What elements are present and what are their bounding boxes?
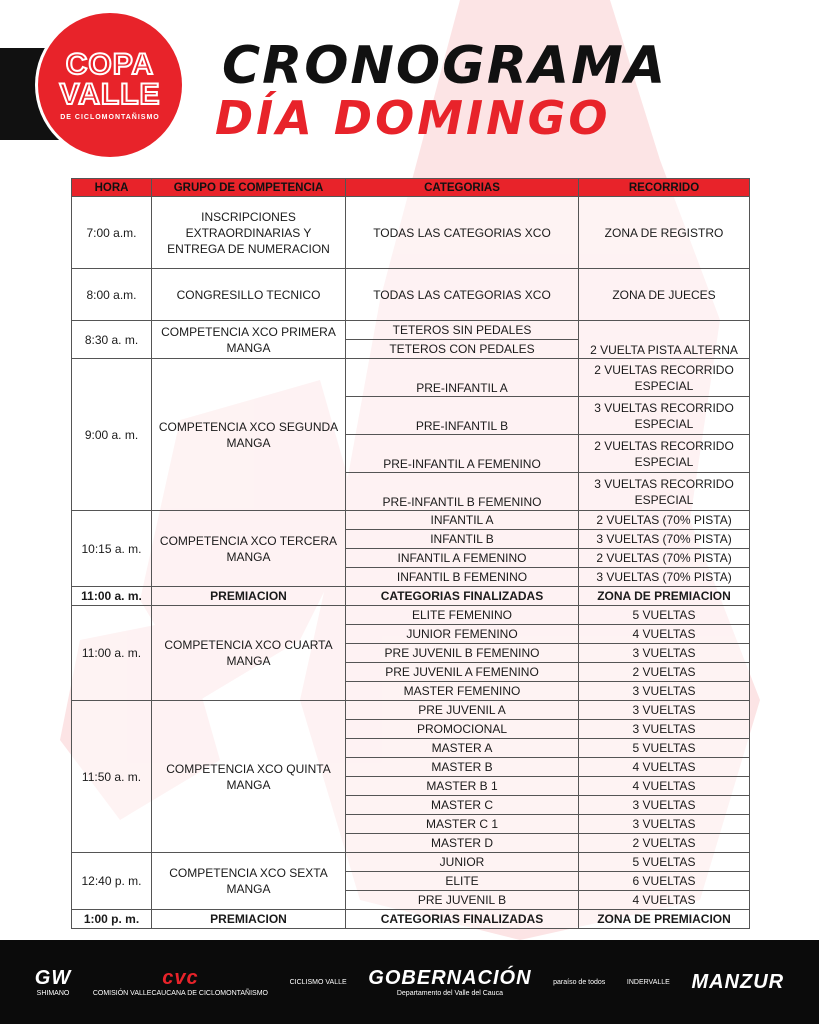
table-row [72,606,750,625]
cell-hora: 9:00 a. m. [72,359,152,511]
cell-grupo: COMPETENCIA XCO CUARTA MANGA [152,606,346,701]
sponsor-caption: CICLISMO VALLE [289,978,347,986]
cell-recorrido: 4 VUELTAS [579,758,750,777]
cell-categoria: TODAS LAS CATEGORIAS XCO [346,197,579,269]
cell-categoria: MASTER C 1 [346,815,579,834]
sponsor-caption: INDERVALLE [626,978,670,986]
cell-categoria: PRE-INFANTIL B FEMENINO [346,473,579,511]
cell-hora: 1:00 p. m. [72,910,152,929]
sponsor-logo [368,967,531,997]
cell-grupo: COMPETENCIA XCO PRIMERA MANGA [152,321,346,359]
cell-categoria: MASTER B 1 [346,777,579,796]
cell-hora: 8:30 a. m. [72,321,152,359]
cell-hora: 10:15 a. m. [72,511,152,587]
cell-categoria: TODAS LAS CATEGORIAS XCO [346,269,579,321]
cell-grupo: COMPETENCIA XCO SEGUNDA MANGA [152,359,346,511]
sponsor-name: MANZUR [691,970,785,993]
cell-recorrido: ZONA DE REGISTRO [579,197,750,269]
sponsor-logo [691,971,784,994]
table-row [72,269,750,321]
sponsor-logo [553,979,605,986]
cell-recorrido: ZONA DE PREMIACION [579,910,750,929]
logo-line2: VALLE [59,77,161,111]
cell-categoria: PRE-INFANTIL B [346,397,579,435]
cell-recorrido: 3 VUELTAS [579,720,750,739]
cell-recorrido: 2 VUELTAS RECORRIDO ESPECIAL [579,359,750,397]
cell-categoria: MASTER A [346,739,579,758]
cell-categoria: CATEGORIAS FINALIZADAS [346,587,579,606]
cell-recorrido: ZONA DE PREMIACION [579,587,750,606]
table-row [72,511,750,530]
cell-recorrido: 3 VUELTAS RECORRIDO ESPECIAL [579,473,750,511]
cell-categoria: PRE JUVENIL A FEMENINO [346,663,579,682]
cell-recorrido: 3 VUELTAS [579,796,750,815]
sponsor-caption: Departamento del Valle del Cauca [396,990,503,997]
sponsor-caption: paraíso de todos [553,978,606,986]
header-grupo: GRUPO DE COMPETENCIA [152,179,346,197]
cell-recorrido: 3 VUELTAS RECORRIDO ESPECIAL [579,397,750,435]
copa-valle-logo [38,13,182,157]
table-row [72,910,750,929]
cell-recorrido: 3 VUELTAS [579,815,750,834]
sponsor-logo [93,967,268,997]
cell-hora: 8:00 a.m. [72,269,152,321]
cell-recorrido: 4 VUELTAS [579,891,750,910]
cell-grupo: COMPETENCIA XCO TERCERA MANGA [152,511,346,587]
page-subtitle: DÍA DOMINGO [215,91,611,145]
cell-hora: 7:00 a.m. [72,197,152,269]
cell-grupo: COMPETENCIA XCO SEXTA MANGA [152,853,346,910]
cell-grupo: CONGRESILLO TECNICO [152,269,346,321]
cell-categoria: PRE JUVENIL B [346,891,579,910]
logo-line1: COPA [65,47,155,81]
cell-recorrido: 2 VUELTAS [579,834,750,853]
sponsor-caption: SHIMANO [36,990,70,997]
table-row [72,587,750,606]
cell-categoria: PROMOCIONAL [346,720,579,739]
logo-line3: DE CICLOMONTAÑISMO [60,113,160,121]
cell-grupo: COMPETENCIA XCO QUINTA MANGA [152,701,346,853]
cell-categoria: ELITE FEMENINO [346,606,579,625]
cell-categoria: PRE-INFANTIL A FEMENINO [346,435,579,473]
cell-categoria: TETEROS SIN PEDALES [346,321,579,340]
cell-recorrido: 3 VUELTAS (70% PISTA) [579,568,750,587]
sponsor-logo [627,979,670,986]
cell-recorrido: 3 VUELTAS (70% PISTA) [579,530,750,549]
cell-categoria: INFANTIL B [346,530,579,549]
table-row [72,359,750,397]
cell-recorrido: 2 VUELTAS (70% PISTA) [579,549,750,568]
table-row [72,321,750,340]
cell-recorrido: 3 VUELTAS [579,682,750,701]
cell-recorrido: 2 VUELTAS RECORRIDO ESPECIAL [579,435,750,473]
cell-categoria: TETEROS CON PEDALES [346,340,579,359]
sponsor-name: GOBERNACIÓN [368,967,532,989]
cell-categoria: INFANTIL A FEMENINO [346,549,579,568]
header-hora: HORA [72,179,152,197]
cell-categoria: PRE JUVENIL B FEMENINO [346,644,579,663]
cell-recorrido: ZONA DE JUECES [579,269,750,321]
cell-recorrido: 6 VUELTAS [579,872,750,891]
cell-categoria: JUNIOR FEMENINO [346,625,579,644]
sponsor-logo [35,967,71,997]
schedule-table [71,178,750,929]
cell-recorrido: 4 VUELTAS [579,625,750,644]
cell-recorrido: 2 VUELTA PISTA ALTERNA [579,321,750,359]
page-title: CRONOGRAMA [222,36,668,96]
sponsor-name: cvc [162,967,199,989]
cell-categoria: MASTER C [346,796,579,815]
cell-categoria: INFANTIL A [346,511,579,530]
table-row [72,853,750,872]
cell-categoria: INFANTIL B FEMENINO [346,568,579,587]
cell-recorrido: 2 VUELTAS [579,663,750,682]
cell-categoria: MASTER B [346,758,579,777]
sponsor-logo [290,979,347,986]
table-row [72,197,750,269]
cell-recorrido: 5 VUELTAS [579,606,750,625]
cell-categoria: MASTER FEMENINO [346,682,579,701]
sponsor-name: GW [34,967,72,989]
schedule-body [72,197,750,929]
cell-grupo: PREMIACION [152,587,346,606]
cell-hora: 12:40 p. m. [72,853,152,910]
cell-categoria: MASTER D [346,834,579,853]
header-recorrido: RECORRIDO [579,179,750,197]
header-categorias: CATEGORIAS [346,179,579,197]
cell-categoria: PRE-INFANTIL A [346,359,579,397]
cell-recorrido: 4 VUELTAS [579,777,750,796]
cell-categoria: ELITE [346,872,579,891]
cell-hora: 11:50 a. m. [72,701,152,853]
cell-recorrido: 5 VUELTAS [579,853,750,872]
table-header-row [72,179,750,197]
sponsor-footer [0,940,819,1024]
cell-recorrido: 2 VUELTAS (70% PISTA) [579,511,750,530]
cell-grupo: INSCRIPCIONES EXTRAORDINARIAS Y ENTREGA DE NUMERACION [152,197,346,269]
cell-recorrido: 3 VUELTAS [579,644,750,663]
cell-categoria: PRE JUVENIL A [346,701,579,720]
cell-hora: 11:00 a. m. [72,606,152,701]
cell-recorrido: 3 VUELTAS [579,701,750,720]
cell-categoria: CATEGORIAS FINALIZADAS [346,910,579,929]
cell-recorrido: 5 VUELTAS [579,739,750,758]
sponsor-caption: COMISIÓN VALLECAUCANA DE CICLOMONTAÑISMO [92,990,269,997]
cell-grupo: PREMIACION [152,910,346,929]
cell-hora: 11:00 a. m. [72,587,152,606]
table-row [72,701,750,720]
cell-categoria: JUNIOR [346,853,579,872]
